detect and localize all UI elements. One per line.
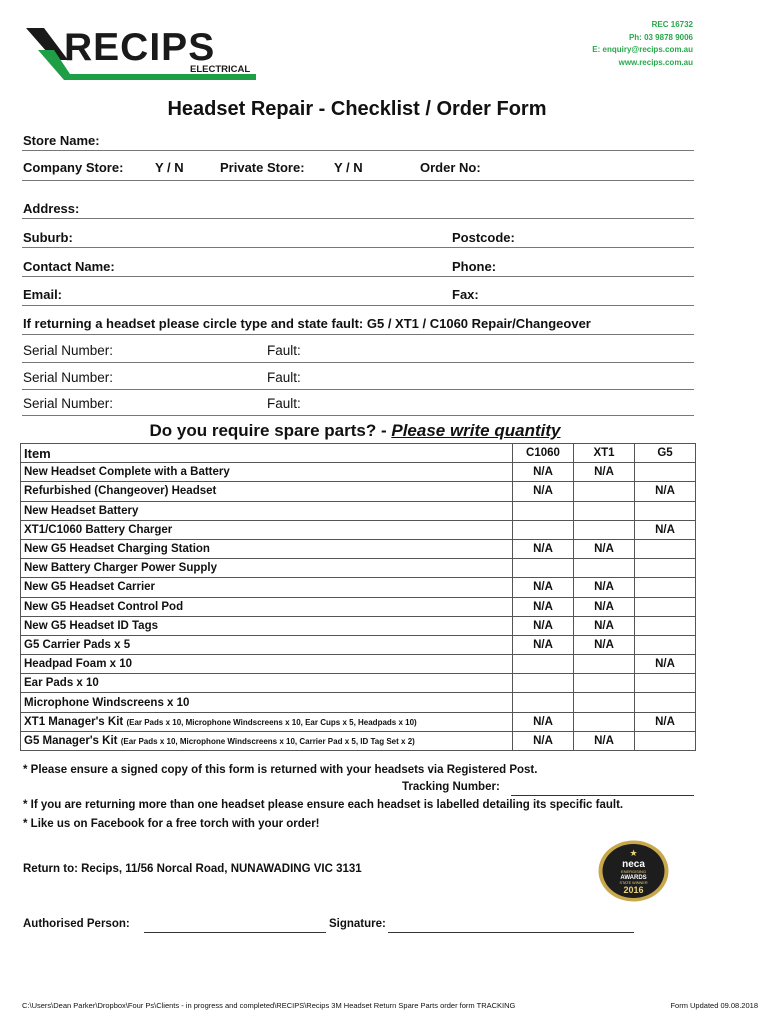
badge-line4: STATE WINNER — [619, 881, 648, 885]
item-name: New Battery Charger Power Supply — [24, 562, 217, 575]
company-store-label: Company Store: — [23, 160, 124, 175]
qty-cell-xt1: N/A — [574, 616, 635, 635]
qty-cell-xt1[interactable] — [574, 559, 635, 578]
qty-cell-g5[interactable] — [635, 616, 696, 635]
qty-cell-xt1[interactable] — [574, 674, 635, 693]
email-label: Email: — [23, 287, 63, 302]
tracking-number-label: Tracking Number: — [402, 781, 500, 793]
qty-cell-xt1[interactable] — [574, 482, 635, 501]
table-row — [21, 578, 696, 597]
qty-cell-c1060[interactable] — [513, 501, 574, 520]
qty-cell-xt1: N/A — [574, 597, 635, 616]
badge-line1: neca — [622, 859, 645, 870]
order-row-line[interactable] — [22, 180, 694, 181]
contact-name-field[interactable] — [22, 276, 694, 277]
qty-cell-xt1: N/A — [574, 463, 635, 482]
qty-cell-g5: N/A — [635, 482, 696, 501]
qty-cell-g5[interactable] — [635, 635, 696, 654]
footer-form-updated: Form Updated 09.08.2018 — [670, 1001, 758, 1010]
contact-phone: Ph: 03 9878 9006 — [628, 32, 693, 42]
item-cell — [21, 616, 513, 635]
table-row — [21, 674, 696, 693]
qty-cell-g5[interactable] — [635, 674, 696, 693]
col-header-c1060: C1060 — [513, 444, 574, 463]
item-cell — [21, 635, 513, 654]
tracking-number-field[interactable] — [511, 795, 694, 796]
item-name: Refurbished (Changeover) Headset — [24, 485, 217, 498]
item-cell — [21, 501, 513, 520]
fault-label-2: Fault: — [267, 370, 301, 385]
qty-cell-g5[interactable] — [635, 501, 696, 520]
item-cell — [21, 559, 513, 578]
spare-parts-heading — [0, 421, 710, 441]
returning-instruction: If returning a headset please circle type and state fault: G5 / XT1 / C1060 Repair/Changeover — [23, 316, 591, 331]
item-name: Ear Pads x 10 — [24, 677, 99, 690]
item-name: New G5 Headset ID Tags — [24, 619, 158, 632]
order-no-label: Order No: — [420, 160, 481, 175]
item-name: Microphone Windscreens x 10 — [24, 696, 190, 709]
note-signed-copy: * Please ensure a signed copy of this form is returned with your headsets via Registered Post. — [23, 764, 538, 776]
fault-label-1: Fault: — [267, 343, 301, 358]
qty-cell-c1060[interactable] — [513, 559, 574, 578]
spare-parts-table — [20, 443, 696, 751]
rec-number: REC 16732 — [651, 20, 693, 29]
logo-sub: ELECTRICAL — [190, 64, 251, 75]
qty-cell-xt1[interactable] — [574, 501, 635, 520]
item-cell — [21, 578, 513, 597]
item-cell — [21, 712, 513, 731]
table-row — [21, 559, 696, 578]
suburb-field[interactable] — [22, 247, 694, 248]
recips-logo — [24, 20, 260, 82]
table-row — [21, 539, 696, 558]
qty-cell-g5[interactable] — [635, 731, 696, 750]
qty-cell-c1060: N/A — [513, 616, 574, 635]
badge-line2: ENERGISING — [620, 869, 647, 874]
private-store-label: Private Store: — [220, 160, 305, 175]
item-name: XT1/C1060 Battery Charger — [24, 523, 173, 536]
item-name: G5 Carrier Pads x 5 — [24, 638, 131, 651]
item-detail: (Ear Pads x 10, Microphone Windscreens x 10, Carrier Pad x 5, ID Tag Set x 2) — [120, 736, 415, 746]
item-cell — [21, 520, 513, 539]
address-field[interactable] — [22, 218, 694, 219]
qty-cell-xt1[interactable] — [574, 520, 635, 539]
postcode-label: Postcode: — [452, 230, 515, 245]
qty-cell-c1060: N/A — [513, 539, 574, 558]
table-row — [21, 635, 696, 654]
neca-award-badge — [597, 839, 670, 903]
qty-cell-c1060[interactable] — [513, 520, 574, 539]
qty-cell-xt1[interactable] — [574, 712, 635, 731]
contact-name-label: Contact Name: — [23, 259, 115, 274]
footer-file-path: C:\Users\Dean Parker\Dropbox\Four Ps\Clients - in progress and completed\RECIPS\Recips 3M Headset Return Spare Parts order form TRACKING — [22, 1001, 516, 1010]
email-field[interactable] — [22, 305, 694, 306]
qty-cell-g5[interactable] — [635, 559, 696, 578]
note-facebook: * Like us on Facebook for a free torch with your order! — [23, 818, 320, 830]
note-multiple-headsets: * If you are returning more than one headset please ensure each headset is labelled detailing its specific fault. — [23, 799, 624, 811]
address-label: Address: — [23, 201, 80, 216]
item-cell — [21, 539, 513, 558]
logo-text: RECIPS — [64, 26, 216, 69]
item-cell — [21, 693, 513, 712]
qty-cell-g5: N/A — [635, 712, 696, 731]
table-row — [21, 655, 696, 674]
item-name: New Headset Battery — [24, 504, 139, 517]
col-header-g5: G5 — [635, 444, 696, 463]
return-address: Return to: Recips, 11/56 Norcal Road, NUNAWADING VIC 3131 — [23, 863, 362, 875]
star-icon: ★ — [629, 848, 638, 858]
company-store-yn[interactable]: Y / N — [155, 160, 184, 175]
item-detail: (Ear Pads x 10, Microphone Windscreens x 10, Ear Cups x 5, Headpads x 10) — [126, 717, 417, 727]
table-row — [21, 616, 696, 635]
qty-cell-c1060: N/A — [513, 731, 574, 750]
table-header-row — [21, 444, 696, 463]
serial-field-1[interactable] — [22, 362, 694, 363]
contact-email: E: enquiry@recips.com.au — [592, 45, 693, 54]
table-row — [21, 597, 696, 616]
table-row — [21, 520, 696, 539]
serial-label-1: Serial Number: — [23, 343, 114, 358]
returning-line — [22, 334, 694, 335]
item-name: New G5 Headset Control Pod — [24, 600, 184, 613]
qty-cell-g5: N/A — [635, 520, 696, 539]
item-cell — [21, 597, 513, 616]
qty-cell-c1060: N/A — [513, 578, 574, 597]
contact-block — [592, 19, 693, 69]
signature-label: Signature: — [329, 918, 386, 930]
item-cell — [21, 731, 513, 750]
authorised-person-label: Authorised Person: — [23, 918, 130, 930]
spare-heading-text: Do you require spare parts? - — [149, 421, 392, 440]
table-row — [21, 693, 696, 712]
contact-web: www.recips.com.au — [618, 57, 693, 67]
qty-cell-c1060: N/A — [513, 597, 574, 616]
item-cell — [21, 482, 513, 501]
qty-cell-g5[interactable] — [635, 597, 696, 616]
badge-line3: AWARDS — [620, 875, 647, 881]
table-row — [21, 712, 696, 731]
table-row — [21, 463, 696, 482]
qty-cell-c1060: N/A — [513, 482, 574, 501]
badge-year: 2016 — [623, 885, 644, 895]
spare-heading-emph: Please write quantity — [391, 421, 561, 440]
form-title: Headset Repair - Checklist / Order Form — [167, 98, 547, 120]
qty-cell-c1060[interactable] — [513, 674, 574, 693]
serial-field-3[interactable] — [22, 415, 694, 416]
suburb-label: Suburb: — [23, 230, 73, 245]
qty-cell-xt1: N/A — [574, 539, 635, 558]
private-store-yn[interactable]: Y / N — [334, 160, 363, 175]
col-header-item: Item — [21, 444, 513, 463]
store-name-label: Store Name: — [23, 133, 100, 148]
qty-cell-g5[interactable] — [635, 463, 696, 482]
col-header-xt1: XT1 — [574, 444, 635, 463]
qty-cell-g5[interactable] — [635, 539, 696, 558]
qty-cell-c1060: N/A — [513, 463, 574, 482]
phone-label: Phone: — [452, 259, 497, 274]
authorised-person-field[interactable] — [144, 932, 326, 933]
signature-field[interactable] — [388, 932, 634, 933]
fax-label: Fax: — [452, 287, 479, 302]
qty-cell-xt1[interactable] — [574, 655, 635, 674]
serial-label-2: Serial Number: — [23, 370, 114, 385]
table-row — [21, 731, 696, 750]
qty-cell-xt1: N/A — [574, 731, 635, 750]
item-name: New Headset Complete with a Battery — [24, 466, 230, 479]
qty-cell-xt1: N/A — [574, 635, 635, 654]
item-cell — [21, 655, 513, 674]
item-cell — [21, 463, 513, 482]
store-name-field[interactable] — [22, 150, 694, 151]
item-name: XT1 Manager's Kit — [24, 715, 127, 728]
qty-cell-xt1: N/A — [574, 578, 635, 597]
qty-cell-g5: N/A — [635, 655, 696, 674]
qty-cell-xt1[interactable] — [574, 693, 635, 712]
serial-label-3: Serial Number: — [23, 396, 114, 411]
qty-cell-c1060: N/A — [513, 712, 574, 731]
item-cell — [21, 674, 513, 693]
qty-cell-g5[interactable] — [635, 578, 696, 597]
item-name: New G5 Headset Carrier — [24, 581, 156, 594]
table-row — [21, 482, 696, 501]
item-name: Headpad Foam x 10 — [24, 658, 133, 671]
item-name: New G5 Headset Charging Station — [24, 543, 210, 556]
parts-table-body — [21, 463, 696, 751]
qty-cell-c1060[interactable] — [513, 655, 574, 674]
qty-cell-g5[interactable] — [635, 693, 696, 712]
serial-field-2[interactable] — [22, 389, 694, 390]
table-row — [21, 501, 696, 520]
qty-cell-c1060[interactable] — [513, 693, 574, 712]
fault-label-3: Fault: — [267, 396, 301, 411]
qty-cell-c1060: N/A — [513, 635, 574, 654]
item-name: G5 Manager's Kit — [24, 734, 121, 747]
